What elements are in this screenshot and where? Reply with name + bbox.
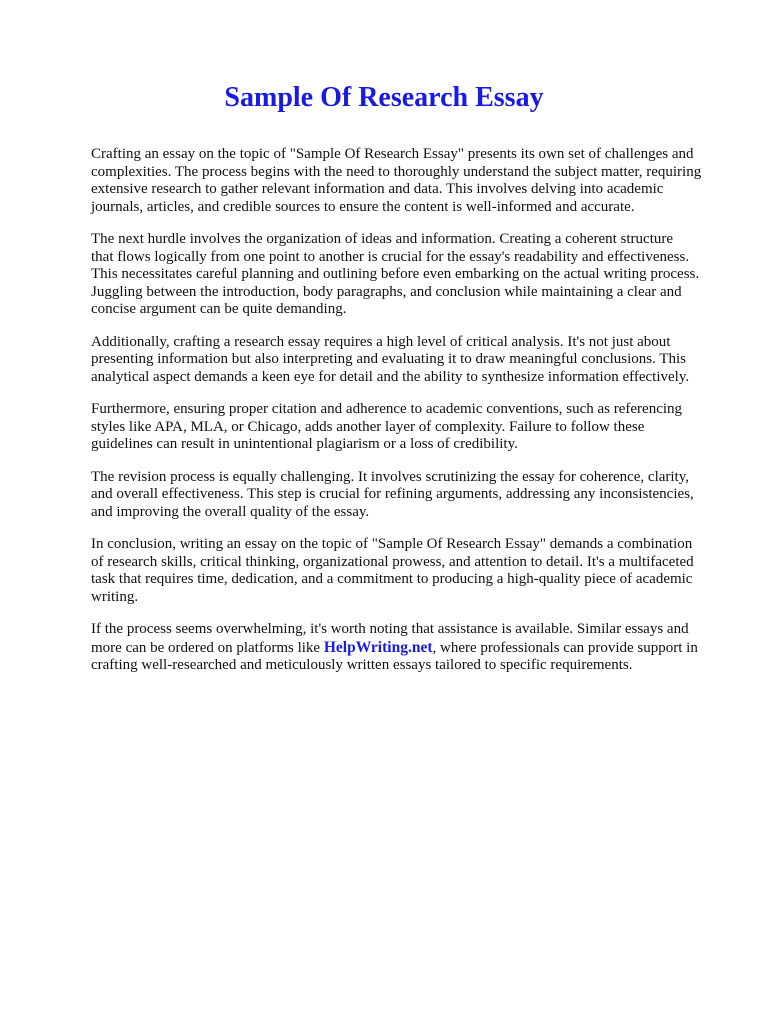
paragraph-analysis: Additionally, crafting a research essay requires a high level of critical analysis. It's not just about presenting information but also interpreting and evaluating it to draw meaningful conclusions. This analytical aspect demands a keen eye for detail and the ability to synthesize information effectively. (91, 333, 690, 385)
paragraph-organization: The next hurdle involves the organization of ideas and information. Creating a coherent structure that flows logically from one point to another is crucial for the essay's readability and effectiveness. This necessitates careful planning and outlining before even embarking on the actual writing process. Juggling between the introduction, body paragraphs, and conclusion while maintaining a clear and concise argument can be quite demanding. (91, 231, 700, 317)
assistance-text-after: , where professionals can provide support in crafting well-researched and meticulously written essays tailored to specific requirements. (91, 639, 698, 673)
paragraph-intro: Crafting an essay on the topic of "Sample Of Research Essay" presents its own set of challenges and complexities. The process begins with the need to thoroughly understand the subject matter, requiring extensive research to gather relevant information and data. This involves delving into academic journals, articles, and credible sources to ensure the content is well-informed and accurate. (91, 146, 702, 215)
paragraph-conclusion: In conclusion, writing an essay on the topic of "Sample Of Research Essay" demands a combination of research skills, critical thinking, organizational prowess, and attention to detail. It's a multifaceted task that requires time, dedication, and a commitment to producing a high-quality piece of academic writing. (91, 536, 694, 605)
paragraph-assistance (91, 621, 731, 675)
assistance-text-before: If the process seems overwhelming, it's worth noting that assistance is available. Similar essays and more can be ordered on platforms like (91, 621, 689, 656)
page-title: Sample Of Research Essay (224, 82, 544, 113)
paragraph-revision: The revision process is equally challenging. It involves scrutinizing the essay for coherence, clarity, and overall effectiveness. This step is crucial for refining arguments, addressing any inconsistencies, and improving the overall quality of the essay. (91, 468, 694, 520)
paragraph-citation: Furthermore, ensuring proper citation and adherence to academic conventions, such as referencing styles like APA, MLA, or Chicago, adds another layer of complexity. Failure to follow these guidelines can result in unintentional plagiarism or a loss of credibility. (91, 401, 683, 452)
helpwriting-link[interactable]: HelpWriting.net (323, 638, 433, 656)
essay-body (91, 146, 731, 690)
